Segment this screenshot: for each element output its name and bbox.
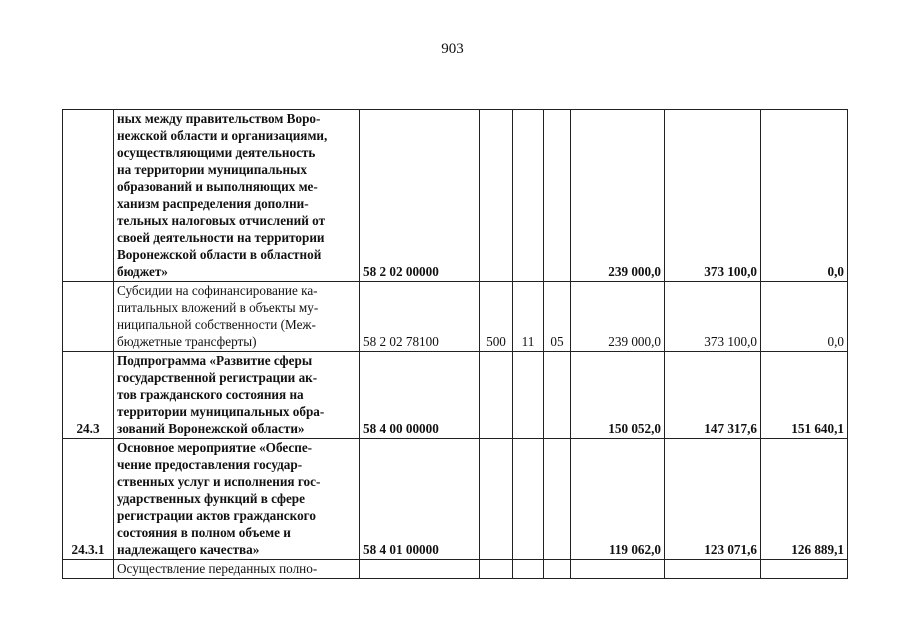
subsection-code xyxy=(544,110,571,282)
row-name xyxy=(114,352,360,439)
section-code xyxy=(513,352,544,439)
row-name-line: надлежащего качества» xyxy=(117,542,260,557)
row-name-line: образований и выполняющих ме- xyxy=(117,179,318,194)
row-name-line: ных между правительством Воро- xyxy=(117,111,321,126)
amount-year-3: 0,0 xyxy=(761,282,848,352)
row-name-line: нежской области и организациями, xyxy=(117,128,328,143)
expense-type-code xyxy=(480,560,513,579)
budget-code: 58 2 02 78100 xyxy=(360,282,480,352)
row-name-line: ударственных функций в сфере xyxy=(117,491,305,506)
amount-year-2 xyxy=(665,560,761,579)
amount-year-3 xyxy=(761,560,848,579)
amount-year-2: 123 071,6 xyxy=(665,439,761,560)
row-name-line: на территории муниципальных xyxy=(117,162,307,177)
section-code: 11 xyxy=(513,282,544,352)
row-name-line: питальных вложений в объекты му- xyxy=(117,300,319,315)
amount-year-1: 239 000,0 xyxy=(571,282,665,352)
amount-year-3: 0,0 xyxy=(761,110,848,282)
row-name-line: состояния в полном объеме и xyxy=(117,525,291,540)
amount-year-3: 151 640,1 xyxy=(761,352,848,439)
section-code xyxy=(513,110,544,282)
row-number xyxy=(63,282,114,352)
page-number: 903 xyxy=(441,41,464,57)
row-name-line: регистрации актов гражданского xyxy=(117,508,316,523)
table-row xyxy=(63,282,848,352)
row-name-line: Осуществление переданных полно- xyxy=(117,561,318,576)
row-number: 24.3.1 xyxy=(63,439,114,560)
row-number: 24.3 xyxy=(63,352,114,439)
row-name-line: ниципальной собственности (Меж- xyxy=(117,317,316,332)
subsection-code: 05 xyxy=(544,282,571,352)
expense-type-code xyxy=(480,439,513,560)
expense-type-code xyxy=(480,352,513,439)
expense-type-code: 500 xyxy=(480,282,513,352)
row-name-line: государственной регистрации ак- xyxy=(117,370,318,385)
row-name-line: Субсидии на софинансирование ка- xyxy=(117,283,318,298)
amount-year-1: 119 062,0 xyxy=(571,439,665,560)
row-name-line: Воронежской области в областной xyxy=(117,247,322,262)
budget-code xyxy=(360,560,480,579)
row-name xyxy=(114,282,360,352)
row-name-line: бюджетные трансферты) xyxy=(117,334,257,349)
expense-type-code xyxy=(480,110,513,282)
row-number xyxy=(63,110,114,282)
row-name-line: своей деятельности на территории xyxy=(117,230,325,245)
budget-code: 58 2 02 00000 xyxy=(360,110,480,282)
amount-year-2: 373 100,0 xyxy=(665,282,761,352)
amount-year-2: 147 317,6 xyxy=(665,352,761,439)
row-name-line: бюджет» xyxy=(117,264,168,279)
amount-year-3: 126 889,1 xyxy=(761,439,848,560)
amount-year-1 xyxy=(571,560,665,579)
row-name-line: зований Воронежской области» xyxy=(117,421,305,436)
row-name-line: осуществляющими деятельность xyxy=(117,145,316,160)
row-name-line: территории муниципальных обра- xyxy=(117,404,325,419)
budget-code: 58 4 01 00000 xyxy=(360,439,480,560)
section-code xyxy=(513,560,544,579)
row-name xyxy=(114,110,360,282)
section-code xyxy=(513,439,544,560)
row-name-line: тельных налоговых отчислений от xyxy=(117,213,326,228)
subsection-code xyxy=(544,560,571,579)
row-name-line: Основное мероприятие «Обеспе- xyxy=(117,440,313,455)
row-name-line: тов гражданского состояния на xyxy=(117,387,304,402)
subsection-code xyxy=(544,352,571,439)
amount-year-2: 373 100,0 xyxy=(665,110,761,282)
row-name-line: чение предоставления государ- xyxy=(117,457,303,472)
amount-year-1: 150 052,0 xyxy=(571,352,665,439)
amount-year-1: 239 000,0 xyxy=(571,110,665,282)
budget-table xyxy=(62,109,848,579)
table-row xyxy=(63,110,848,282)
subsection-code xyxy=(544,439,571,560)
row-name-line: ханизм распределения дополни- xyxy=(117,196,309,211)
table-row xyxy=(63,560,848,579)
row-name-line: ственных услуг и исполнения гос- xyxy=(117,474,321,489)
row-name xyxy=(114,439,360,560)
row-name-line: Подпрограмма «Развитие сферы xyxy=(117,353,313,368)
budget-code: 58 4 00 00000 xyxy=(360,352,480,439)
row-name xyxy=(114,560,360,579)
row-number xyxy=(63,560,114,579)
table-row xyxy=(63,439,848,560)
table-row xyxy=(63,352,848,439)
